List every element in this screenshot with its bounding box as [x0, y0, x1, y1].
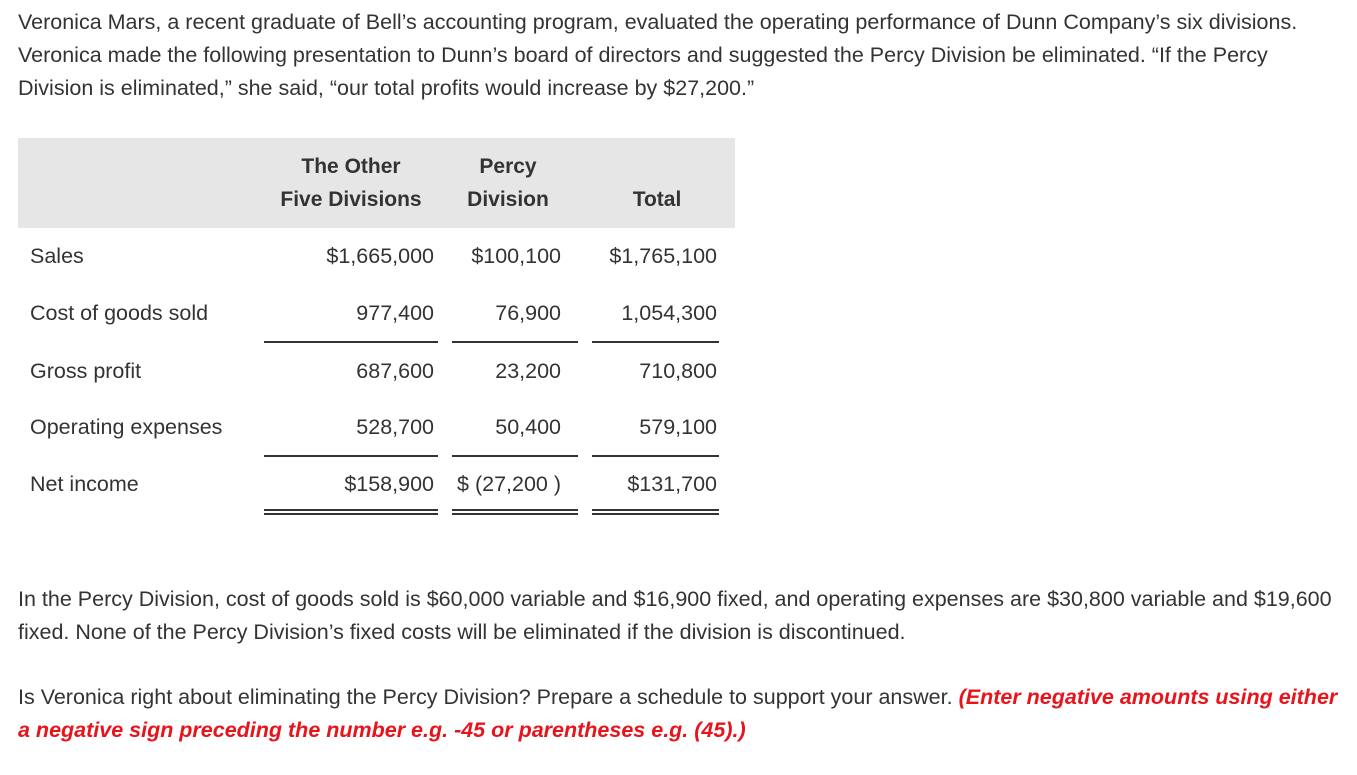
- cell-other: 528,700: [356, 415, 434, 439]
- table-row: [18, 399, 735, 456]
- row-label: Sales: [30, 244, 84, 268]
- cell-other: $158,900: [344, 472, 434, 496]
- cell-other: 977,400: [356, 301, 434, 325]
- cell-other: $1,665,000: [326, 244, 434, 268]
- question-text: Is Veronica right about eliminating the Percy Division? Prepare a schedule to support your answer.: [18, 685, 953, 709]
- cell-total: 579,100: [639, 415, 717, 439]
- table-row: [18, 456, 735, 513]
- row-label: Gross profit: [30, 359, 142, 383]
- header-total: Total: [632, 188, 682, 211]
- cell-total: $1,765,100: [609, 244, 717, 268]
- cell-percy: 50,400: [495, 415, 561, 439]
- cell-total: $131,700: [627, 472, 717, 496]
- total-double-underline: [452, 509, 578, 515]
- cell-other: 687,600: [356, 359, 434, 383]
- cell-percy: $100,100: [471, 244, 561, 268]
- cell-percy: 23,200: [495, 359, 561, 383]
- total-double-underline: [592, 509, 719, 515]
- cell-percy: $ (27,200 ): [457, 472, 561, 496]
- row-label: Cost of goods sold: [30, 301, 209, 325]
- question-paragraph: [18, 681, 1338, 747]
- header-percy-line1: Percy: [479, 155, 537, 178]
- table-row: [18, 285, 735, 342]
- header-other-line1: The Other: [301, 155, 401, 178]
- header-percy-division: [452, 150, 564, 216]
- total-double-underline: [264, 509, 438, 515]
- cell-total: 710,800: [639, 359, 717, 383]
- table-header: [18, 138, 735, 228]
- cell-total: 1,054,300: [621, 301, 717, 325]
- table-row: [18, 228, 735, 285]
- row-label: Net income: [30, 472, 139, 496]
- cell-percy: 76,900: [495, 301, 561, 325]
- table-row: [18, 343, 735, 400]
- row-label: Operating expenses: [30, 415, 223, 439]
- header-other-line2: Five Divisions: [280, 188, 422, 211]
- intro-paragraph: Veronica Mars, a recent graduate of Bell’s accounting program, evaluated the operating performance of Dunn Company’s six divisions. Veronica made the following presentation to Dunn’s board of directors and suggested the Percy Division be eliminated. “If the Percy Division is eliminated,” she said, “our total profits would increase by $27,200.”: [18, 10, 1298, 100]
- percy-info-paragraph: In the Percy Division, cost of goods sold is $60,000 variable and $16,900 fixed, and operating expenses are $30,800 variable and $19,600 fixed. None of the Percy Division’s fixed costs will be eliminated if the division is discontinued.: [18, 587, 1332, 644]
- instruction-text: (Enter negative amounts using either a negative sign preceding the number e.g. -45 or parentheses e.g. (45).): [18, 685, 1338, 742]
- header-percy-line2: Division: [467, 188, 549, 211]
- header-other-divisions: [264, 150, 438, 216]
